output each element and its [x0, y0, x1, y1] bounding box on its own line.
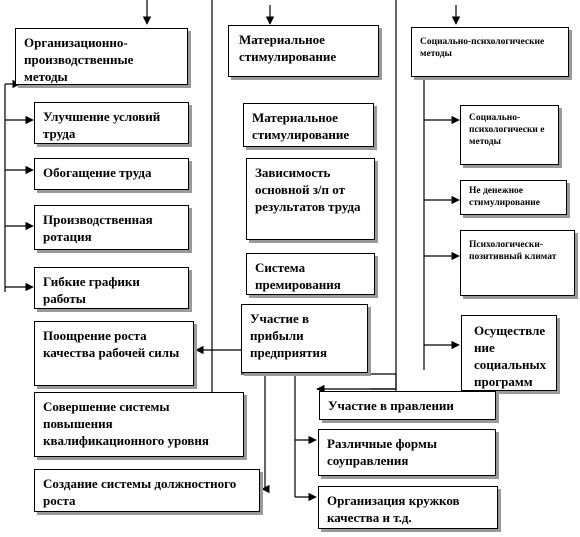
col2-item-profit-sharing [241, 304, 368, 373]
col1-item-career [34, 469, 260, 512]
bottom-item-co-governance [318, 429, 496, 476]
col1-head-box [15, 28, 188, 85]
col1-item-label: Создание системы должностного роста [43, 476, 237, 508]
col1-item-label: Производственная ротация [43, 212, 153, 244]
bottom-item-label: Участие в правлении [328, 398, 454, 413]
col2-item-label: Зависимость основной з/п от результатов труда [255, 165, 361, 214]
col2-item-label: Система премирования [255, 260, 341, 292]
col2-item-label: Материальное стимулирование [252, 110, 350, 142]
col1-item-qualification [34, 392, 244, 457]
col1-item-rotation [34, 205, 189, 250]
col3-item-label: Психологически-позитивный климат [469, 240, 557, 262]
bottom-item-governance [319, 391, 496, 420]
col2-item-salary-dependence [246, 158, 375, 240]
col1-item-label: Улучшение условий труда [43, 109, 161, 141]
col1-head-label: Организационно-производственные методы [24, 35, 134, 84]
col3-item-positive-climate [460, 230, 575, 296]
col3-item-label: Не денежное стимулирование [469, 186, 540, 208]
col2-head-box [228, 25, 379, 77]
col2-item-label: Участие в прибыли предприятия [250, 311, 328, 360]
col3-item-non-monetary [460, 180, 567, 215]
col3-item-label: Осуществле ние социальных программ [474, 323, 547, 389]
col2-head-label: Материальное стимулирование [239, 32, 337, 64]
col1-item-label: Гибкие графики работы [43, 274, 140, 306]
col1-item-improve-conditions [34, 102, 189, 144]
bottom-item-label: Различные формы соуправления [327, 436, 437, 468]
col1-item-label: Поощрение роста качества рабочей силы [43, 328, 180, 360]
col3-item-label: Социально-психологически е методы [469, 113, 545, 147]
col2-item-bonus-system [246, 253, 375, 295]
col3-item-socio-psych [460, 105, 559, 165]
bottom-item-quality-circles [318, 486, 498, 529]
col1-item-flexible-schedule [34, 267, 189, 309]
bottom-item-label: Организация кружков качества и т.д. [327, 493, 460, 525]
col2-item-material [243, 103, 374, 147]
col3-head-box [411, 27, 569, 77]
col1-item-label: Совершение системы повышения квалификационного уровня [43, 399, 209, 448]
col3-head-label: Социально-психологические методы [420, 37, 545, 59]
col3-item-social-programs [461, 315, 557, 391]
col1-item-quality-growth [34, 321, 194, 386]
col1-item-label: Обогащение труда [43, 165, 152, 180]
col1-item-enrichment [34, 158, 189, 190]
